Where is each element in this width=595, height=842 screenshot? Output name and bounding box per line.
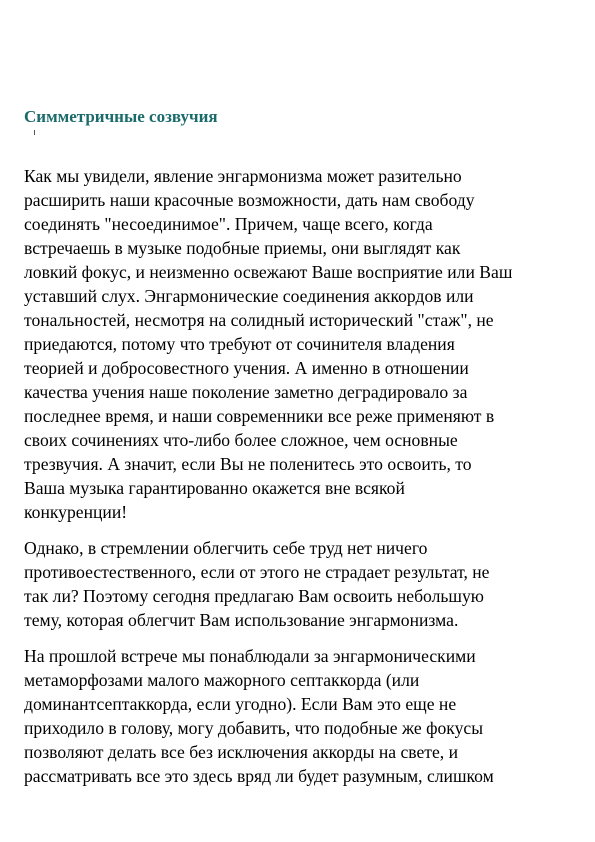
decorative-tick-mark: [34, 130, 35, 135]
text-line: встречаешь в музыке подобные приемы, они выглядят как: [24, 238, 461, 258]
text-line: доминантсептаккорда, если угодно). Если Вам это еще не: [24, 694, 457, 714]
text-line: приедаются, потому что требуют от сочинителя владения: [24, 334, 455, 354]
text-line: соединять "несоединимое". Причем, чаще всего, когда: [24, 214, 433, 234]
text-line: трезвучия. А значит, если Вы не поленитесь это освоить, то: [24, 454, 472, 474]
text-line: ловкий фокус, и неизменно освежают Ваше восприятие или Ваш: [24, 262, 513, 282]
text-line: метаморфозами малого мажорного септаккорда (или: [24, 670, 420, 690]
text-line: приходило в голову, могу добавить, что подобные же фокусы: [24, 718, 484, 738]
text-line: конкуренции!: [24, 502, 128, 522]
text-line: противоестественного, если от этого не страдает результат, не: [24, 562, 490, 582]
text-line: своих сочинениях что-либо более сложное, чем основные: [24, 430, 458, 450]
text-line: Однако, в стремлении облегчить себе труд нет ничего: [24, 538, 428, 558]
text-line: тональностей, несмотря на солидный исторический "стаж", не: [24, 310, 494, 330]
text-line: рассматривать все это здесь вряд ли будет разумным, слишком: [24, 766, 494, 786]
text-line: Как мы увидели, явление энгармонизма может разительно: [24, 166, 462, 186]
text-line: На прошлой встрече мы понаблюдали за энгармоническими: [24, 646, 476, 666]
paragraph: [24, 164, 579, 524]
paragraph: [24, 644, 579, 788]
article-body: [24, 164, 579, 800]
paragraph: [24, 536, 579, 632]
text-line: расширить наши красочные возможности, дать нам свободу: [24, 190, 475, 210]
text-line: качества учения наше поколение заметно деградировало за: [24, 382, 468, 402]
text-line: Ваша музыка гарантированно окажется вне всякой: [24, 478, 405, 498]
text-line: последнее время, и наши современники все реже применяют в: [24, 406, 495, 426]
text-line: уставший слух. Энгармонические соединения аккордов или: [24, 286, 474, 306]
text-line: так ли? Поэтому сегодня предлагаю Вам освоить небольшую: [24, 586, 484, 606]
text-line: теорией и добросовестного учения. А именно в отношении: [24, 358, 469, 378]
page-title: Симметричные созвучия: [24, 107, 218, 126]
text-line: позволяют делать все без исключения аккорды на свете, и: [24, 742, 459, 762]
text-line: тему, которая облегчит Вам использование энгармонизма.: [24, 610, 459, 630]
